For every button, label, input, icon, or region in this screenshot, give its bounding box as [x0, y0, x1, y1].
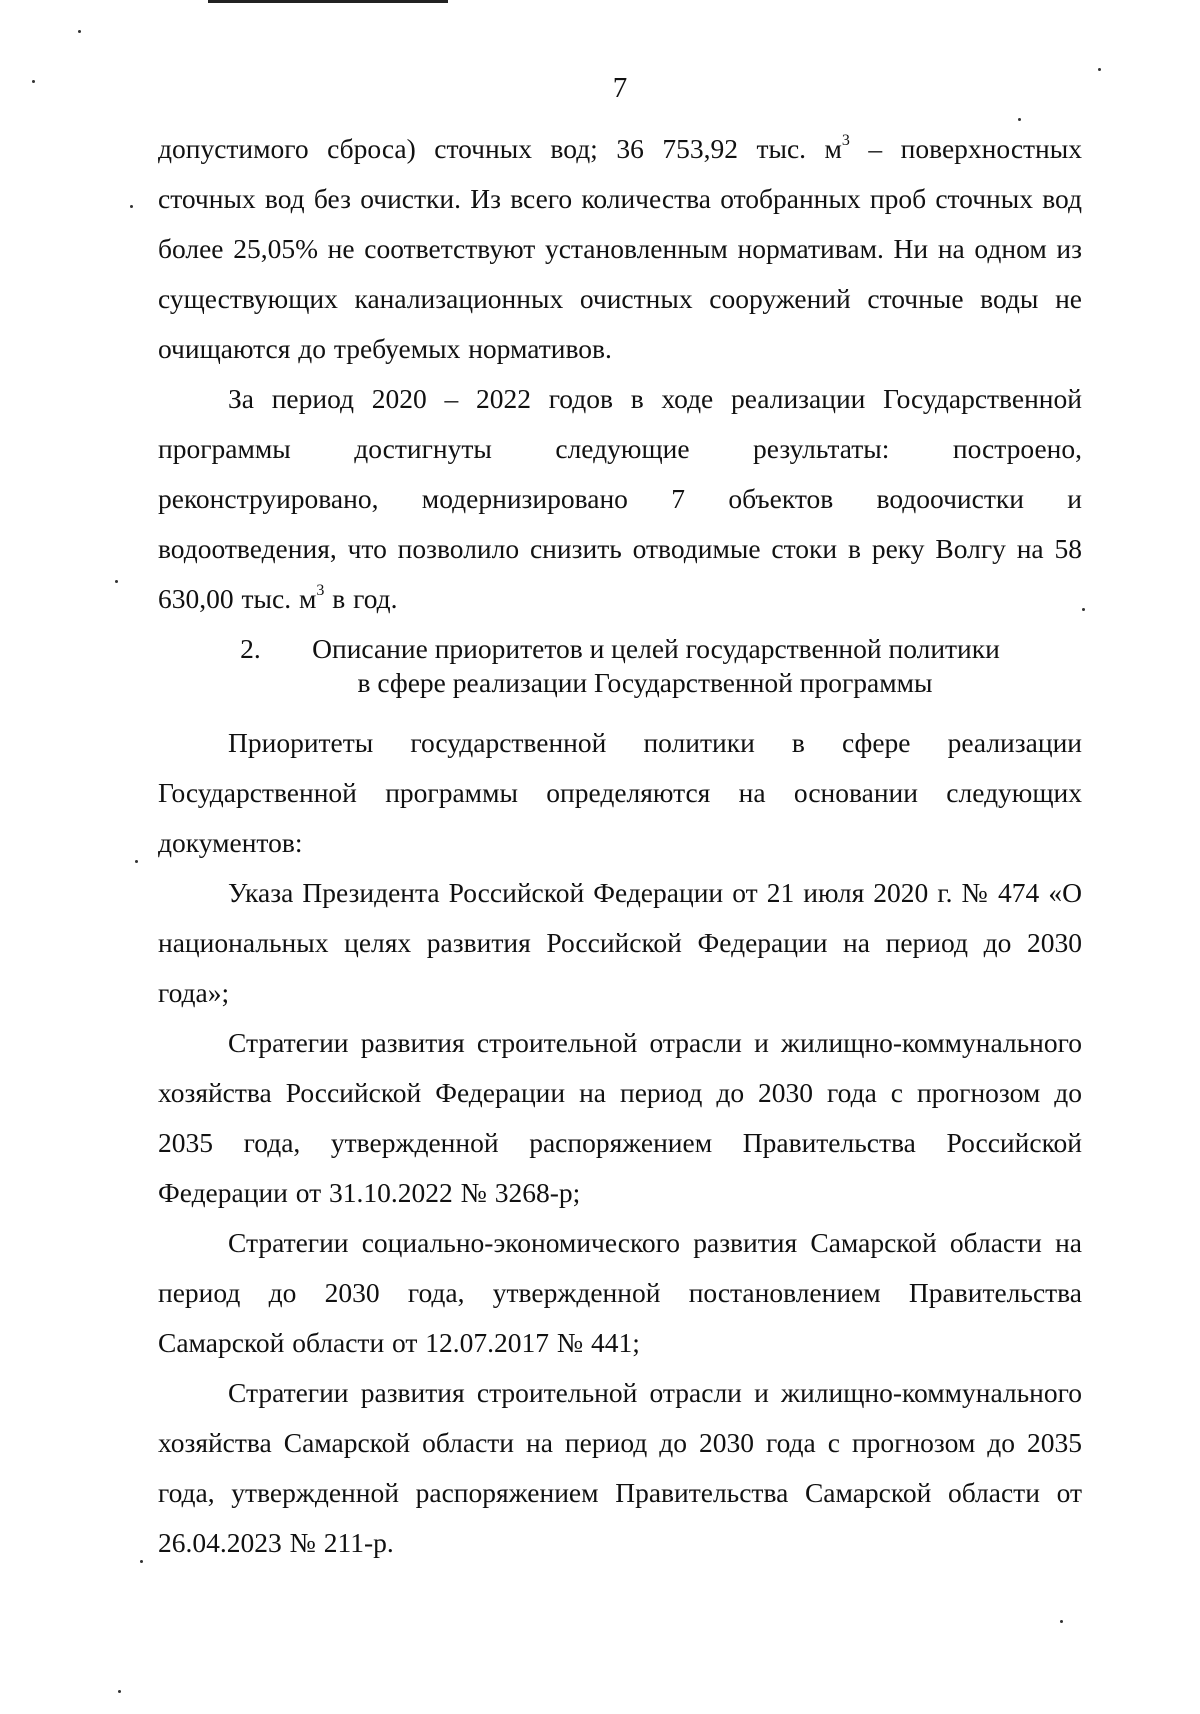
page-number: 7 [612, 72, 628, 104]
superscript-cubic: 3 [841, 131, 850, 149]
scan-edge-line [208, 0, 448, 3]
section-heading [158, 632, 1082, 700]
paragraph-results [158, 374, 1082, 624]
scan-speck [1018, 118, 1021, 121]
paragraph-wastewater [158, 124, 1082, 374]
scan-speck [1082, 608, 1085, 611]
scan-speck [1060, 1620, 1063, 1623]
scan-speck [135, 860, 138, 863]
scan-speck [78, 30, 81, 33]
paragraph-wastewater-text-b: – поверхностных сточных вод без очистки. Из всего количества отобранных проб сточных вод более 25,05% не соответствуют установленным нормативам. Ни на одном из существующих канализационных очистных сооружений сточные воды не очищаются до требуемых нормативов. [158, 133, 1082, 364]
paragraph-federal-strategy: Стратегии развития строительной отрасли и жилищно-коммунального хозяйства Российской Федерации на период до 2030 года с прогнозом до 2035 года, утвержденной распоряжением Правительства Российской Федерации от 31.10.2022 № 3268-р; [158, 1027, 1082, 1208]
scan-speck [130, 205, 133, 208]
scan-speck [140, 1560, 143, 1563]
paragraph-wastewater-text-a: допустимого сброса) сточных вод; 36 753,92 тыс. м [158, 133, 842, 164]
paragraph-presidential-decree: Указа Президента Российской Федерации от 21 июля 2020 г. № 474 «О национальных целях развития Российской Федерации на период до 2030 года»; [158, 877, 1082, 1008]
scan-speck [115, 580, 118, 583]
paragraph-regional-socioeconomic-strategy: Стратегии социально-экономического развития Самарской области на период до 2030 года, утвержденной постановлением Правительства Самарской области от 12.07.2017 № 441; [158, 1227, 1082, 1358]
paragraph-results-text-b: в год. [324, 583, 398, 614]
superscript-cubic: 3 [316, 581, 325, 599]
scan-speck [1098, 68, 1101, 71]
document-body [158, 124, 1082, 1568]
scan-speck [118, 1690, 121, 1693]
scan-speck [32, 80, 35, 83]
paragraph-priorities: Приоритеты государственной политики в сфере реализации Государственной программы определяются на основании следующих документов: [158, 727, 1082, 858]
section-heading-line1: Описание приоритетов и целей государственной политики [312, 633, 1000, 664]
paragraph-results-text-a: За период 2020 – 2022 годов в ходе реализации Государственной программы достигнуты следующие результаты: построено, реконструировано, модернизировано 7 объектов водоочистки и водоотведения, что позволило снизить отводимые стоки в реку Волгу на 58 630,00 тыс. м [158, 383, 1082, 614]
section-number: 2. [240, 633, 261, 664]
section-heading-line2: в сфере реализации Государственной программы [357, 667, 933, 698]
paragraph-regional-construction-strategy: Стратегии развития строительной отрасли и жилищно-коммунального хозяйства Самарской области на период до 2030 года с прогнозом до 2035 года, утвержденной распоряжением Правительства Самарской области от 26.04.2023 № 211-р. [158, 1377, 1082, 1558]
